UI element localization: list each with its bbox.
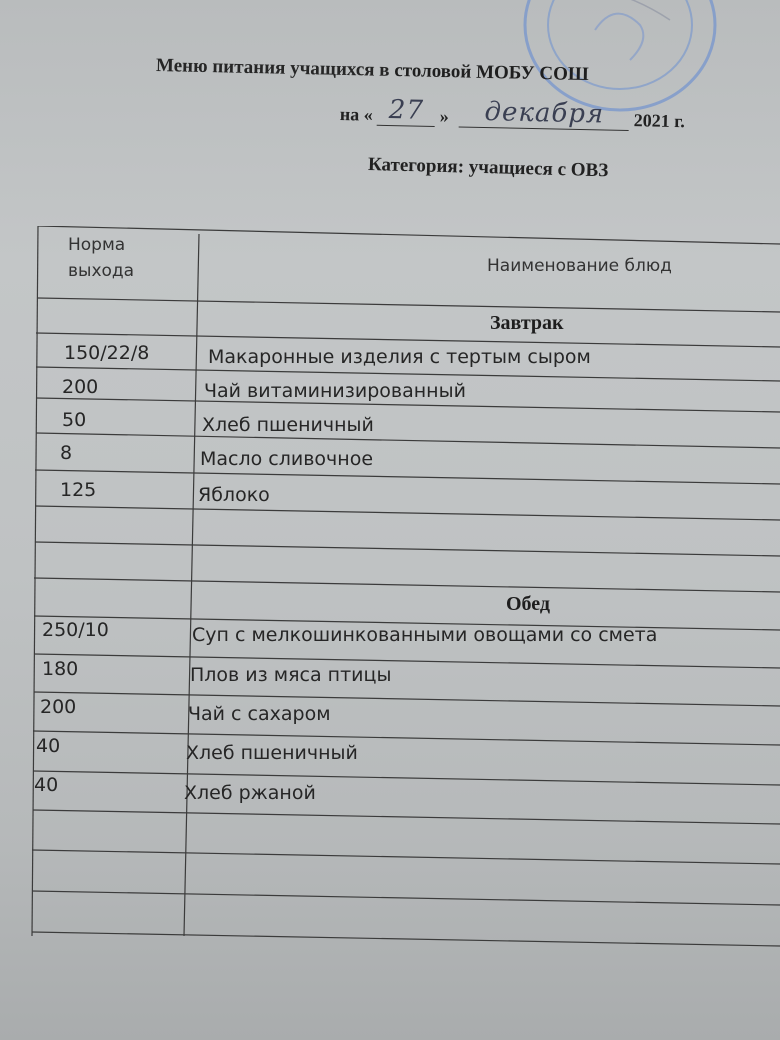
norm-cell: 200 [40,696,77,718]
norm-cell: 150/22/8 [64,342,150,364]
norm-cell: 125 [60,479,97,501]
menu-title-part2: столовой МОБУ СОШ [394,59,589,86]
dish-cell: Яблоко [198,484,270,506]
col-norm-header: Норма выхода [68,235,135,281]
menu-table [22,226,780,1036]
norm-cell: 250/10 [42,619,109,641]
norm-cell: 8 [60,442,73,464]
dish-cell: Масло сливочное [200,448,374,470]
date-month-handwritten: декабря [459,97,630,132]
category-label: Категория: учащиеся с ОВЗ [367,154,609,182]
norm-cell: 200 [62,376,99,398]
norm-cell: 40 [36,735,61,757]
dish-cell: Макаронные изделия с тертым сыром [208,346,591,368]
menu-date [340,94,686,132]
dish-cell: Чай с сахаром [188,703,331,725]
dish-cell: Хлеб пшеничный [186,742,358,764]
date-day-handwritten: 27 [377,95,436,127]
norm-cell: 50 [62,409,87,431]
menu-title-part1: Меню питания учащихся в [155,55,395,81]
section-lunch-title: Обед [506,593,551,615]
col-dish-header: Наименование блюд [487,256,672,276]
norm-cell: 40 [34,774,59,796]
date-mid: » [439,106,449,127]
section-breakfast-title: Завтрак [490,312,564,334]
dish-cell: Хлеб ржаной [184,782,316,804]
dish-cell: Суп с мелкошинкованными овощами со смета [192,624,658,646]
date-year: 2021 г. [633,110,686,132]
norm-cell: 180 [42,658,79,680]
dish-cell: Хлеб пшеничный [202,414,374,436]
dish-cell: Плов из мяса птицы [190,664,392,686]
date-prefix: на « [339,104,373,125]
dish-cell: Чай витаминизированный [204,380,466,402]
